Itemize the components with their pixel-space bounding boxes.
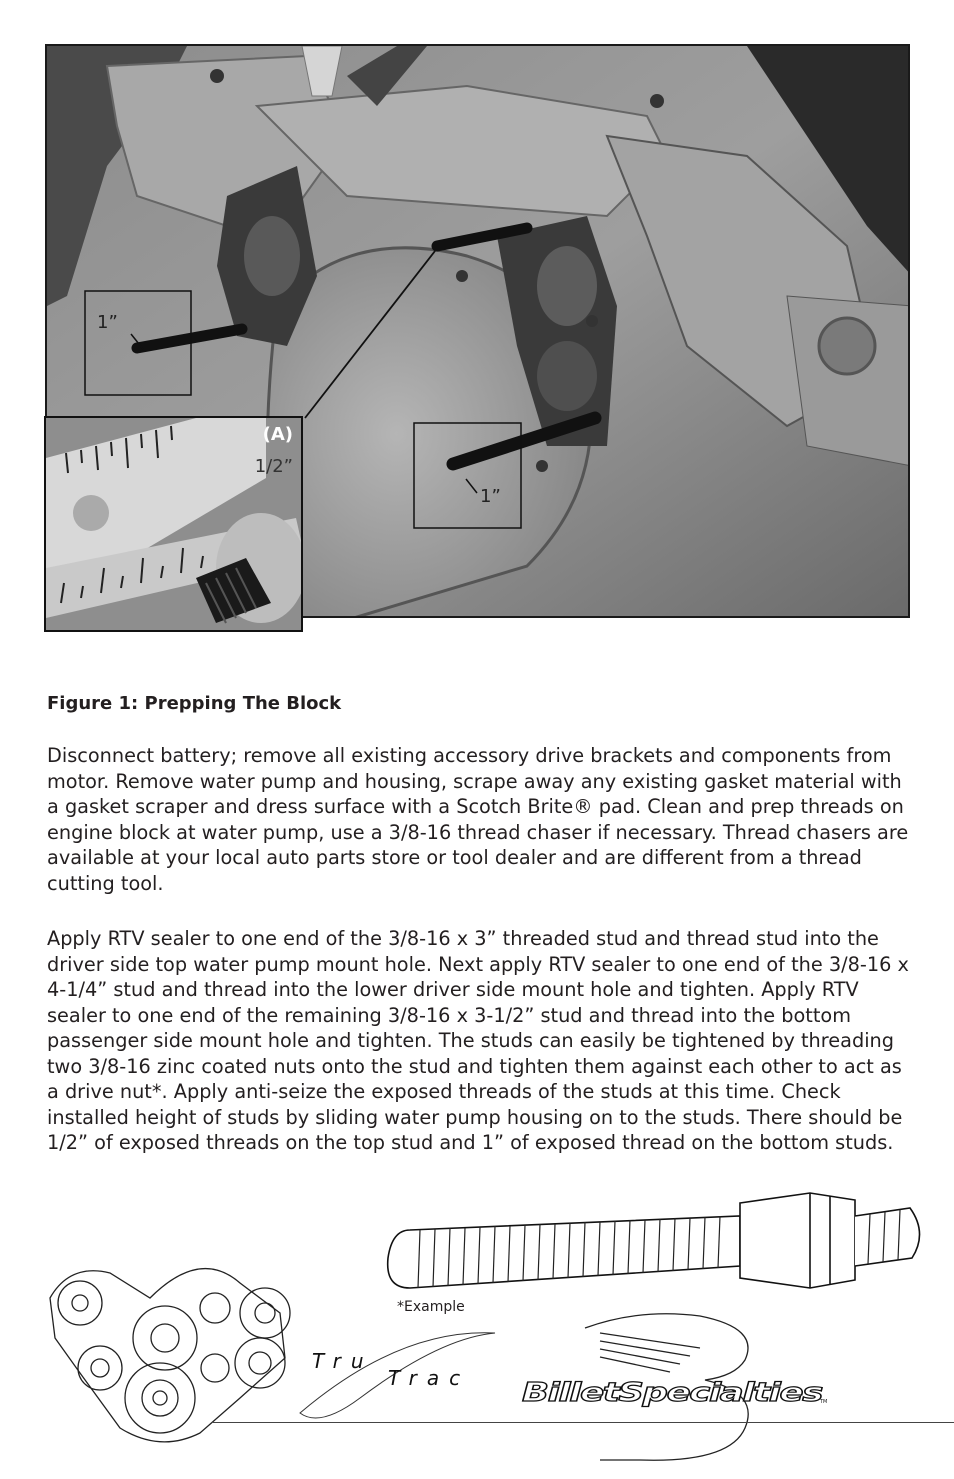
billet-specialties-logo: BilletSpecialties	[522, 1378, 823, 1408]
figure-title: Figure 1: Prepping The Block	[47, 693, 342, 714]
inset-tag: (A)	[262, 424, 293, 445]
trutrac-logo-tru: Tru	[312, 1349, 374, 1373]
left-stud-label: 1”	[97, 312, 118, 333]
paragraph-prep: Disconnect battery; remove all existing accessory drive brackets and components from motor. Remove water pump and housing, scrape away any existing gasket material with a gasket scraper and dress surface with a Scotch Brite® pad. Clean and prep threads on engine block at water pump, use a 3/8-16 thread chaser if necessary. Thread chasers are available at your local auto parts store or tool dealer and are different from a thread cutting tool.	[47, 744, 909, 895]
stud-and-logos-illustration	[0, 1188, 954, 1475]
example-caption: *Example	[397, 1299, 465, 1315]
threaded-stud-icon	[388, 1193, 920, 1288]
trutrac-logo-trac: Trac	[388, 1366, 471, 1390]
paragraph-install: Apply RTV sealer to one end of the 3/8-16 x 3” threaded stud and thread stud into the driver side top water pump mount hole. Next apply RTV sealer to one end of the 3/8-16 x 4-1/4” stud and thread into the lower driver side mount hole and tighten. Apply RTV sealer to one end of the remaining 3/8-16 x 3-1/2” stud and thread into the bottom passenger side mount hole and tighten. The studs can easily be tightened by threading two 3/8-16 zinc coated nuts onto the stud and tighten them against each other to act as a drive nut*. Apply anti-seize the exposed threads of the studs at this time. Check installed height of studs by sliding water pump housing on to the studs. There should be 1/2” of exposed threads on the top stud and 1” of exposed thread on the bottom studs.	[47, 927, 909, 1154]
inset-ruler-photo	[44, 416, 303, 632]
right-stud-label: 1”	[480, 486, 501, 507]
pulley-system-icon	[50, 1269, 290, 1442]
footer-rule	[212, 1422, 954, 1423]
inset-measure: 1/2”	[254, 456, 293, 477]
footer-graphics	[0, 1188, 954, 1475]
ruler-image	[46, 418, 303, 632]
trademark-mark: TM	[820, 1399, 828, 1405]
